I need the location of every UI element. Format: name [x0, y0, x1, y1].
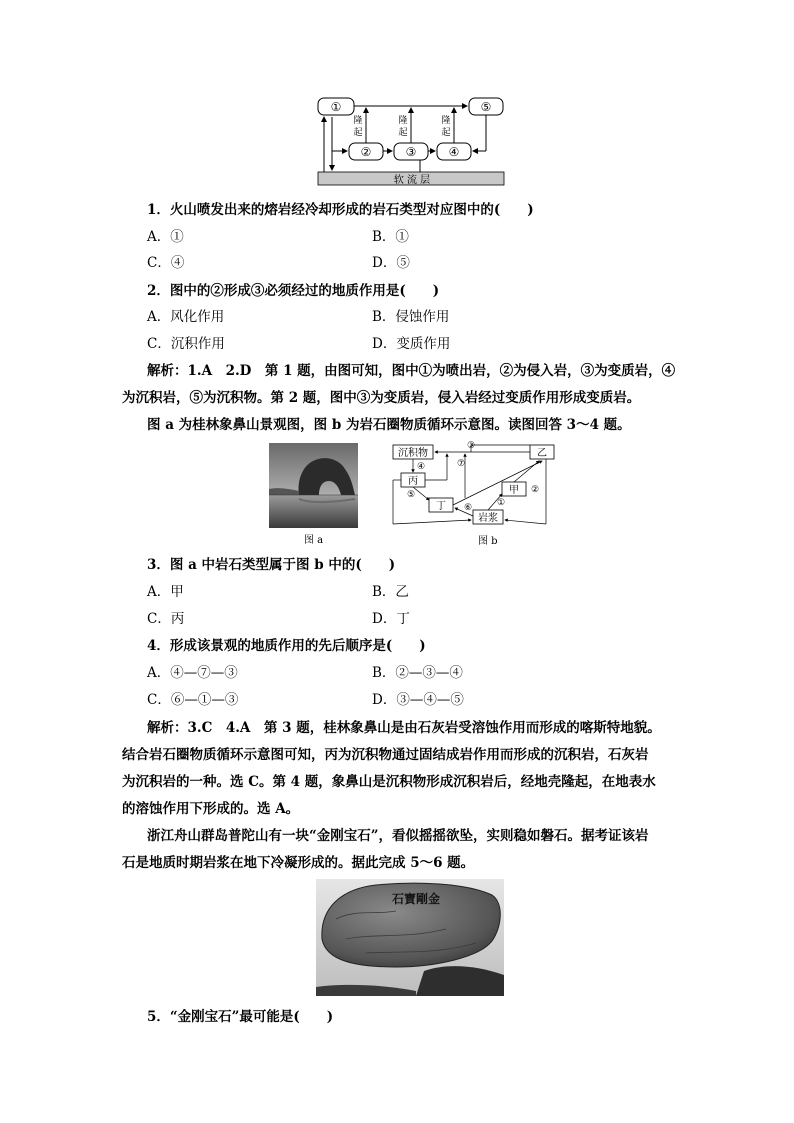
q1-option-a: A．①: [147, 229, 184, 245]
rock-inscription: 石寶剛金: [391, 892, 441, 906]
answer-1-2-line1: 解析：1.A 2.D 第 1 题，由图可知，图中①为喷出岩，②为侵入岩，③为变质岩，④: [147, 363, 676, 379]
q3-option-c: C．丙: [147, 611, 185, 627]
diamond-rock-photo: [316, 879, 504, 996]
svg-text:隆: 隆: [398, 116, 408, 126]
answer-3-4-line4: 的溶蚀作用下形成的。选 A。: [122, 801, 300, 817]
question-2: 2．图中的②形成③必须经过的地质作用是( ): [147, 283, 440, 299]
node-jia: 甲: [509, 485, 519, 496]
q4-option-b: B．②—③—④: [372, 665, 463, 681]
q1-option-d: D．⑤: [372, 255, 410, 271]
question-4: 4．形成该景观的地质作用的先后顺序是( ): [147, 638, 426, 654]
rock-cycle-diagram-1: [312, 92, 508, 188]
answer-3-4-line2: 结合岩石圈物质循环示意图可知，丙为沉积物通过固结成岩作用而形成的沉积岩，石灰岩: [122, 747, 649, 763]
elephant-trunk-hill-photo: [269, 443, 358, 528]
svg-text:起: 起: [441, 128, 451, 138]
intro-5-6-line2: 石是地质时期岩浆在地下冷凝形成的。据此完成 5～6 题。: [122, 855, 475, 871]
q2-option-d: D．变质作用: [372, 336, 451, 352]
answer-3-4-line1: 解析：3.C 4.A 第 3 题，桂林象鼻山是由石灰岩受溶蚀作用而形成的喀斯特地貌。: [147, 720, 661, 736]
svg-text:⑦: ⑦: [456, 459, 466, 469]
figure-b-caption: 图 b: [478, 536, 498, 547]
intro-3-4: 图 a 为桂林象鼻山景观图，图 b 为岩石圈物质循环示意图。读图回答 3～4 题。: [147, 417, 631, 433]
q1-option-b: B．①: [372, 229, 409, 245]
question-5: 5．“金刚宝石”最可能是( ): [147, 1009, 334, 1025]
node-1: ①: [330, 100, 342, 114]
rock-cycle-diagram-b: [389, 440, 559, 530]
svg-text:隆: 隆: [353, 116, 363, 126]
intro-5-6-line1: 浙江舟山群岛普陀山有一块“金刚宝石”，看似摇摇欲坠，实则稳如磐石。据考证该岩: [147, 828, 649, 844]
node-ding: 丁: [436, 501, 446, 512]
q3-option-d: D．丁: [372, 611, 410, 627]
q3-option-a: A．甲: [147, 584, 184, 600]
node-bing: 丙: [408, 476, 418, 487]
q4-option-a: A．④—⑦—③: [147, 665, 238, 681]
svg-text:①: ①: [496, 498, 506, 508]
svg-text:隆: 隆: [441, 116, 451, 126]
node-sediment: 沉积物: [398, 448, 428, 459]
answer-3-4-line3: 为沉积岩的一种。选 C。第 4 题，象鼻山是沉积物形成沉积岩后，经地壳隆起，在地表水: [122, 774, 656, 790]
node-5: ⑤: [480, 100, 492, 114]
svg-text:②: ②: [530, 485, 540, 495]
q2-option-b: B．侵蚀作用: [372, 309, 450, 325]
svg-text:起: 起: [353, 128, 363, 138]
svg-text:④: ④: [416, 462, 426, 472]
q2-option-c: C．沉积作用: [147, 336, 225, 352]
q2-option-a: A．风化作用: [147, 309, 225, 325]
node-3: ③: [405, 145, 417, 159]
figure-a-caption: 图 a: [304, 535, 324, 546]
svg-text:⑤: ⑤: [406, 490, 416, 500]
node-2: ②: [360, 145, 372, 159]
node-4: ④: [448, 145, 460, 159]
q4-option-c: C．⑥—①—③: [147, 692, 239, 708]
svg-text:起: 起: [398, 128, 408, 138]
svg-text:③: ③: [466, 441, 476, 451]
question-3: 3．图 a 中岩石类型属于图 b 中的( ): [147, 557, 396, 573]
q1-option-c: C．④: [147, 255, 185, 271]
asthenosphere-label: 软 流 层: [393, 175, 431, 186]
question-1: 1．火山喷发出来的熔岩经冷却形成的岩石类型对应图中的( ): [147, 202, 534, 218]
node-magma: 岩浆: [478, 513, 498, 524]
node-yi: 乙: [537, 448, 547, 459]
svg-text:⑥: ⑥: [463, 503, 473, 513]
q3-option-b: B．乙: [372, 584, 409, 600]
answer-1-2-line2: 为沉积岩，⑤为沉积物。第 2 题，图中③为变质岩，侵入岩经过变质作用形成变质岩。: [122, 390, 641, 406]
q4-option-d: D．③—④—⑤: [372, 692, 464, 708]
